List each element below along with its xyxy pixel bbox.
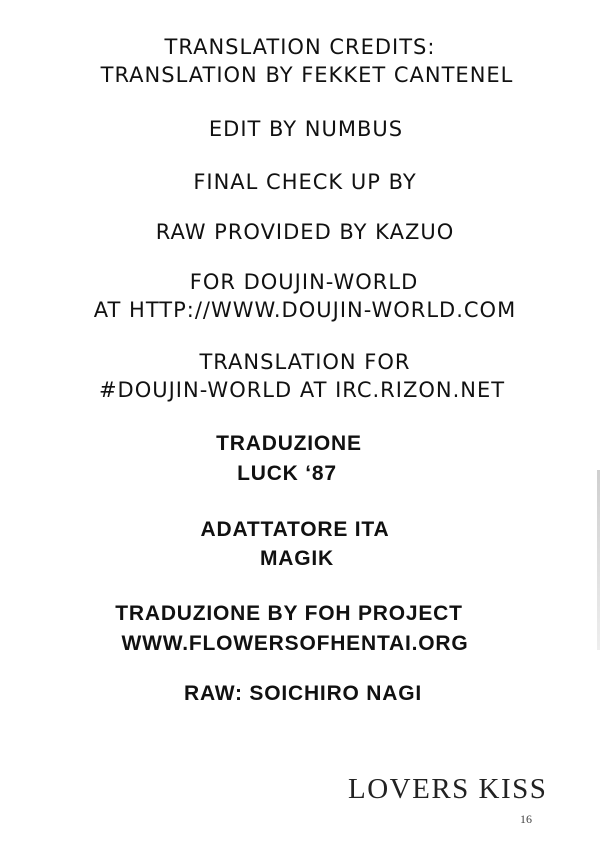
italian-translation-heading: TRADUZIONE [216,432,362,455]
italian-translator: LUCK ‘87 [237,462,337,485]
irc-channel: #DOUJIN-WORLD AT IRC.RIZON.NET [98,378,506,402]
italian-raw-credit: RAW: SOICHIRO NAGI [183,682,423,705]
book-title: LOVERS KISS [348,773,548,805]
final-check-credit: FINAL CHECK UP BY [193,170,417,194]
group-website: AT HTTP://WWW.DOUJIN-WORLD.COM [93,298,517,322]
group-credit: FOR DOUJIN-WORLD [189,270,419,294]
italian-adapter: MAGIK [260,547,334,570]
foh-project-credit: TRADUZIONE BY FOH PROJECT [115,602,463,625]
page-number: 16 [520,812,532,826]
edit-credit: EDIT BY NUMBUS [208,117,404,141]
italian-adapter-heading: ADATTATORE ITA [200,518,390,541]
foh-website: WWW.FLOWERSOFHENTAI.ORG [121,632,469,655]
irc-credit-heading: TRANSLATION FOR [199,350,411,374]
translation-credit: TRANSLATION BY FEKKET CANTENEL [100,63,514,87]
raw-credit: RAW PROVIDED BY KAZUO [155,220,455,244]
credits-heading: TRANSLATION CREDITS: [164,35,436,59]
